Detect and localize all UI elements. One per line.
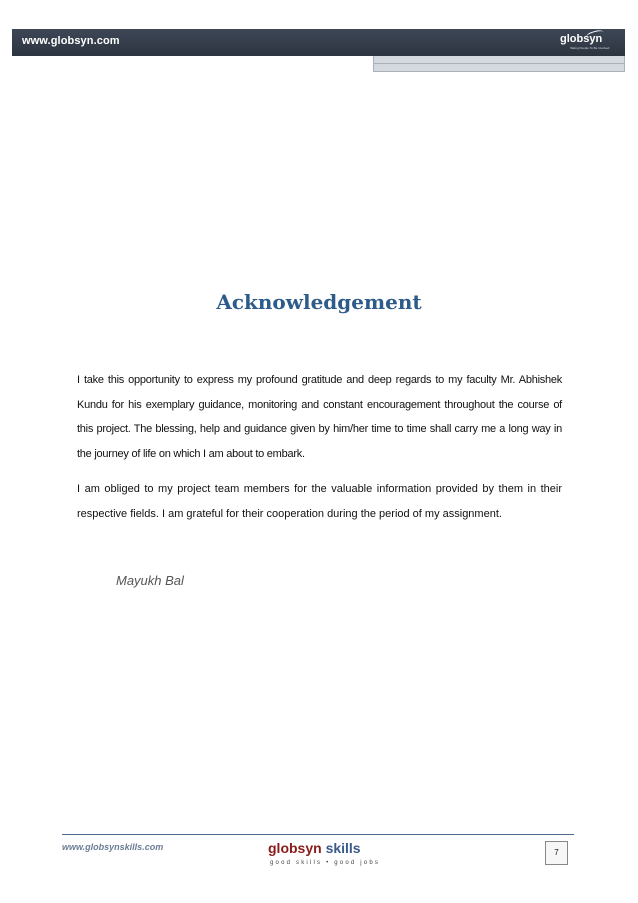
paragraph-team: I am obliged to my project team members for the valuable information provided by them in their respective fields. I am grateful for their cooperation during the period of my assignment. <box>77 483 562 520</box>
header-divider <box>373 63 625 64</box>
header-tab <box>373 56 625 72</box>
footer-tagline: good skills • good jobs <box>270 860 381 866</box>
footer-divider <box>62 834 574 835</box>
header-logo: globsyn <box>560 33 603 45</box>
header-url: www.globsyn.com <box>22 35 120 47</box>
footer-logo-skills: skills <box>325 840 361 856</box>
paragraph-gratitude: I take this opportunity to express my profound gratitude and deep regards to my faculty Mr. Abhishek Kundu for his exemplary guidance, monitoring and constant encouragement throughout the course of this project. The blessing, help and guidance given by him/her time to time shall carry me a long way in the journey of life on which I am about to embark. <box>77 374 562 461</box>
page-number: 7 <box>545 841 568 865</box>
footer-logo <box>268 840 361 856</box>
footer-url: www.globsynskills.com <box>62 842 164 852</box>
footer-logo-globsyn: globsyn <box>268 840 322 856</box>
page-title: Acknowledgement <box>216 290 422 314</box>
header-tagline: Taking People To Be Involved <box>570 46 610 50</box>
signature-name: Mayukh Bal <box>116 573 184 588</box>
